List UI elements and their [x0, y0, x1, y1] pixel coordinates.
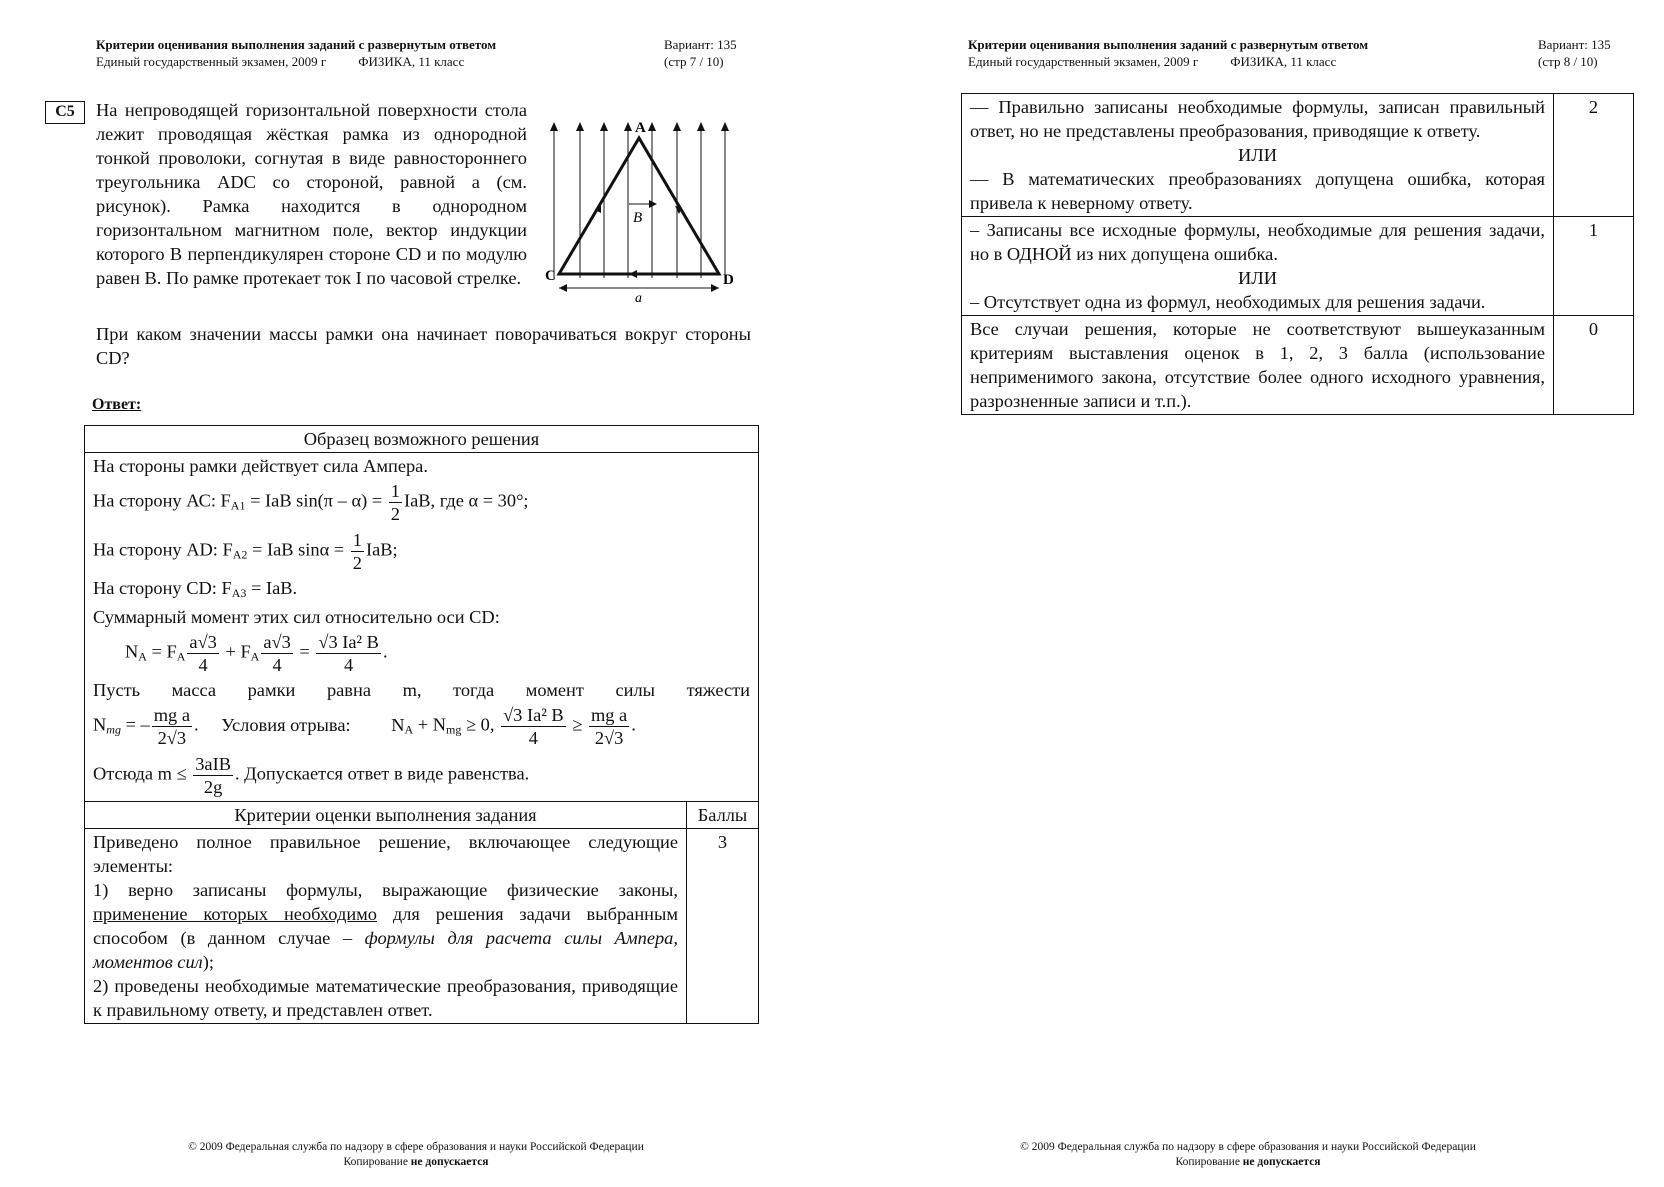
task-code-badge: C5 — [45, 101, 85, 124]
magnetic-field-lines — [554, 128, 725, 278]
solution-line-ampere: На стороны рамки действует сила Ампера. — [93, 456, 428, 476]
formula-result: Отсюда m ≤ $\frac{\text{3aIB}}{2g}$ . Допускается ответ в виде равенства. — [93, 754, 530, 797]
criteria-row-1: – Записаны все исходные формулы, необходимые для решения задачи, но в ОДНОЙ из них допущена ошибка. ИЛИ – Отсутствует одна из формул, необходимых для решения задачи. — [962, 217, 1554, 316]
current-arrow-cd — [629, 270, 637, 278]
header-subtitle: Единый государственный экзамен, 2009 г ФИЗИКА, 11 класс — [96, 54, 465, 69]
solution-body — [85, 453, 759, 802]
page-number: (стр 7 / 10) — [664, 54, 724, 69]
header-title: Критерии оценивания выполнения заданий с развернутым ответом — [96, 37, 497, 52]
criteria-row-2-score: 2 — [1554, 94, 1634, 217]
formula-nmg-and-condition: $N_{mg}$ = – $\frac{\text{mg a}}{2√3}$ . Условия отрыва: $N_A + N_{mg} \ge 0$, $\frac{\text{√3 Ia² B}}{4}$ ≥ $\frac{\text{mg a}}{2√3}$ . — [93, 705, 636, 748]
triangle-frame-figure — [545, 118, 745, 306]
page-footer-right: © 2009 Федеральная служба по надзору в сфере образования и науки Российской Федерации Копирование не допускается — [1020, 1141, 1476, 1168]
side-length-label: a — [635, 291, 642, 306]
answer-label: Ответ: — [92, 396, 142, 413]
page-footer-left: © 2009 Федеральная служба по надзору в сфере образования и науки Российской Федерации Копирование не допускается — [188, 1141, 644, 1168]
header-variant-block — [664, 36, 737, 70]
mass-text: Пусть масса рамки равна m, тогда момент силы тяжести — [93, 680, 750, 700]
criteria-row-1-score: 1 — [1554, 217, 1634, 316]
formula-cd: На сторону СD: $F_{A3}$ = IaB. — [93, 578, 298, 600]
formula-ac: На сторону АС: $F_{A1}$ = IaB sin(π – α) = $\frac{1}{2}$ IaB, где α = 30°; — [93, 481, 529, 524]
moment-text: Суммарный момент этих сил относительно оси CD: — [93, 607, 500, 627]
criteria-table-continued — [961, 93, 1634, 415]
vertex-d-label: D — [723, 272, 734, 288]
variant-label: Вариант: 135 — [1538, 37, 1611, 52]
criteria-column-header: Критерии оценки выполнения задания — [85, 802, 687, 829]
header-variant-block — [1538, 36, 1611, 70]
criteria-row-0: Все случаи решения, которые не соответствуют вышеуказанным критериям выставления оценок в 1, 2, 3 балла (использование неприменимого закона, отсутствие более одного исходного уравнения, разрозненные записи и т.п.). — [962, 316, 1554, 415]
solution-table — [84, 425, 759, 1024]
page-header — [96, 36, 496, 70]
page-number: (стр 8 / 10) — [1538, 54, 1598, 69]
vertex-c-label: C — [545, 268, 556, 284]
task-question: При каком значении массы рамки она начинает поворачиваться вокруг стороны CD? — [96, 324, 751, 368]
criteria-row-3-score: 3 — [687, 829, 759, 1024]
criteria-row-0-score: 0 — [1554, 316, 1634, 415]
score-column-header: Баллы — [687, 802, 759, 829]
page-header — [968, 36, 1368, 70]
b-vector-label: B — [633, 210, 643, 226]
vertex-a-label: A — [635, 120, 646, 136]
task-text: На непроводящей горизонтальной поверхности стола лежит проводящая жёсткая рамка из однородной тонкой проволоки, согнутая в виде равностороннего треугольника ADC со стороной, равной a (см. рисунок). Рамка находится в однородном горизонтальном магнитном поле, вектор индукции которого B перпендикулярен стороне CD и по модулю равен B. По рамке протекает ток I по часовой стрелке. — [96, 100, 527, 288]
solution-header: Образец возможного решения — [85, 426, 759, 453]
variant-label: Вариант: 135 — [664, 37, 737, 52]
criteria-row-2: — Правильно записаны необходимые формулы, записан правильный ответ, но не представлены преобразования, приводящие к ответу. ИЛИ — В математических преобразованиях допущена ошибка, которая привела к неверному ответу. — [962, 94, 1554, 217]
formula-ad: На сторону АD: $F_{A2}$ = IaB sinα = $\frac{1}{2}$ IaB; — [93, 530, 398, 573]
header-title: Критерии оценивания выполнения заданий с развернутым ответом — [968, 37, 1369, 52]
triangle-adc — [559, 138, 719, 274]
formula-moment: $N_A = F_A$ $\frac{a√3}{4}$ + $F_A$ $\frac{a√3}{4}$ = $\frac{\text{√3 Ia² B}}{4}$ . — [125, 632, 388, 675]
header-subtitle: Единый государственный экзамен, 2009 г ФИЗИКА, 11 класс — [968, 54, 1337, 69]
criteria-row-3: Приведено полное правильное решение, включающее следующие элементы: 1) верно записаны формулы, выражающие физические законы, применение которых необходимо для решения задачи выбранным способом (в данном случае – формулы для расчета силы Ампера, моментов сил); 2) проведены необходимые математические преобразования, приводящие к правильному ответу, и представлен ответ. — [85, 829, 687, 1024]
